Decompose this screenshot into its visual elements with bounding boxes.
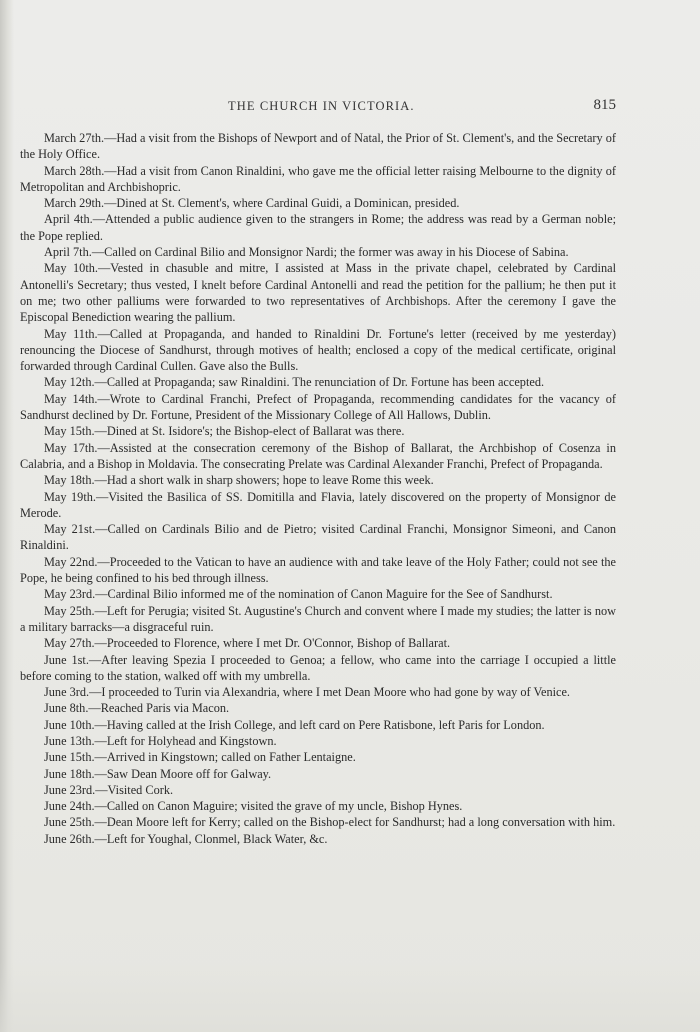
diary-entry: June 18th.—Saw Dean Moore off for Galway. [44, 766, 272, 781]
diary-entry: May 18th.—Had a short walk in sharp showers; hope to leave Rome this week. [44, 473, 434, 488]
diary-entry: May 27th.—Proceeded to Florence, where I met Dr. O'Connor, Bishop of Ballarat. [44, 636, 451, 651]
running-title: THE CHURCH IN VICTORIA. [228, 99, 415, 113]
diary-entry: May 23rd.—Cardinal Bilio informed me of the nomination of Canon Maguire for the See of Sandhurst. [44, 587, 553, 602]
diary-entry: May 19th.—Visited the Basilica of SS. Domitilla and Flavia, lately discovered on the property of Monsignor de Merode. [20, 489, 616, 520]
diary-entry: April 7th.—Called on Cardinal Bilio and Monsignor Nardi; the former was away in his Diocese of Sabina. [44, 245, 569, 260]
diary-entry: May 21st.—Called on Cardinals Bilio and de Pietro; visited Cardinal Franchi, Monsignor Simeoni, and Canon Rinaldini. [20, 522, 616, 553]
diary-entry: June 15th.—Arrived in Kingstown; called on Father Lentaigne. [44, 750, 356, 765]
diary-entry: May 12th.—Called at Propaganda; saw Rinaldini. The renunciation of Dr. Fortune has been accepted. [44, 375, 545, 390]
diary-entry: May 11th.—Called at Propaganda, and handed to Rinaldini Dr. Fortune's letter (received by me yesterday) renouncing the Diocese of Sandhurst, through motives of health; enclosed a copy of the medical certificate, original forwarded through Cardinal Cullen. Gave also the Bulls. [20, 326, 616, 374]
diary-entry: May 25th.—Left for Perugia; visited St. Augustine's Church and convent where I made my studies; the latter is now a military barracks—a disgraceful ruin. [20, 603, 616, 634]
diary-entry: June 24th.—Called on Canon Maguire; visited the grave of my uncle, Bishop Hynes. [44, 799, 463, 814]
diary-entries [20, 130, 616, 847]
diary-entry: May 10th.—Vested in chasuble and mitre, I assisted at Mass in the private chapel, celebrated by Cardinal Antonelli's Secretary; thus vested, I knelt before Cardinal Antonelli and read the petition for the pallium; he then put it on me; two other palliums were forwarded to two representatives of Archbishops. After the ceremony I gave the Episcopal Benediction wearing the pallium. [20, 261, 616, 325]
diary-entry: March 27th.—Had a visit from the Bishops of Newport and of Natal, the Prior of St. Clement's, and the Secretary of the Holy Office. [20, 131, 616, 162]
diary-entry: June 23rd.—Visited Cork. [44, 782, 174, 797]
page-gutter-shadow [0, 0, 14, 1032]
diary-entry: March 29th.—Dined at St. Clement's, where Cardinal Guidi, a Dominican, presided. [44, 196, 460, 211]
diary-entry: June 8th.—Reached Paris via Macon. [44, 701, 230, 716]
page-bottom-stain [0, 962, 700, 1032]
diary-entry: May 17th.—Assisted at the consecration ceremony of the Bishop of Ballarat, the Archbishop of Cosenza in Calabria, and a Bishop in Moldavia. The consecrating Prelate was Cardinal Alexander Franchi, Prefect of Propaganda. [20, 440, 616, 471]
diary-entry: March 28th.—Had a visit from Canon Rinaldini, who gave me the official letter raising Melbourne to the dignity of Metropolitan and Archbishopric. [20, 163, 616, 194]
diary-entry: June 13th.—Left for Holyhead and Kingstown. [44, 733, 277, 748]
diary-entry: June 10th.—Having called at the Irish College, and left card on Pere Ratisbone, left Paris for London. [44, 717, 545, 732]
diary-entry: June 25th.—Dean Moore left for Kerry; called on the Bishop-elect for Sandhurst; had a long conversation with him. [44, 815, 616, 830]
diary-entry: May 22nd.—Proceeded to the Vatican to have an audience with and take leave of the Holy Father; could not see the Pope, he being confined to his bed through illness. [20, 554, 616, 586]
running-head [0, 97, 700, 119]
diary-entry: April 4th.—Attended a public audience given to the strangers in Rome; the address was read by a German noble; the Pope replied. [20, 212, 616, 243]
diary-entry: May 14th.—Wrote to Cardinal Franchi, Prefect of Propaganda, recommending candidates for the vacancy of Sandhurst declined by Dr. Fortune, President of the Missionary College of All Hallows, Dublin. [20, 391, 616, 423]
diary-entry: May 15th.—Dined at St. Isidore's; the Bishop-elect of Ballarat was there. [44, 424, 405, 439]
diary-entry: June 26th.—Left for Youghal, Clonmel, Black Water, &c. [44, 831, 328, 846]
page-number: 815 [593, 97, 616, 113]
diary-entry: June 1st.—After leaving Spezia I proceeded to Genoa; a fellow, who came into the carriage I occupied a little before coming to the station, walked off with my umbrella. [20, 652, 616, 683]
diary-entry: June 3rd.—I proceeded to Turin via Alexandria, where I met Dean Moore who had gone by way of Venice. [44, 685, 571, 700]
